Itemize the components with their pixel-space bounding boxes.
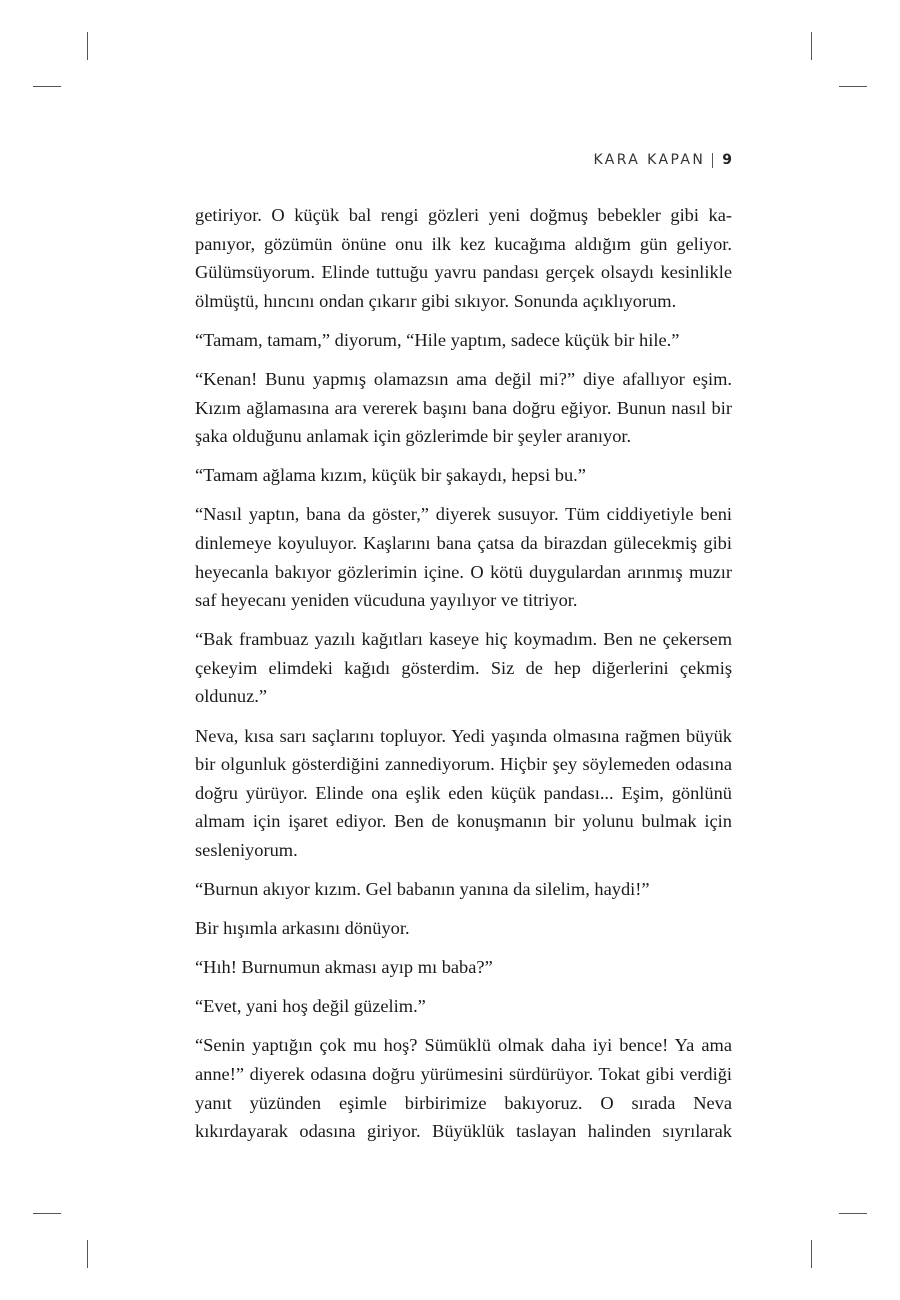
paragraph: “Burnun akıyor kızım. Gel babanın yanına da silelim, haydi!” (195, 878, 650, 899)
paragraph: Neva, kısa sarı saçlarını topluyor. Yedi yaşında olmasına rağmen büyük bir olgunluk gösterdiğini zannediyorum. Hiçbir şey söylemeden odasına doğru yürüyor. Elinde ona eşlik eden küçük pandası... Eşim, gönlünü almam için işaret ediyor. Ben de konuşmanın bir yolunu bulmak için sesleniyorum. (195, 725, 732, 860)
header-separator (712, 153, 713, 168)
crop-mark-bottom-right-vertical (811, 1240, 812, 1268)
paragraph: “Bak frambuaz yazılı kağıtları kaseye hiç koymadım. Ben ne çekersem çekeyim elimdeki kağıdı gösterdim. Siz de hep diğerlerini çekmiş oldunuz.” (195, 629, 732, 707)
page-number: 9 (722, 152, 732, 168)
paragraph: “Tamam ağlama kızım, küçük bir şakaydı, hepsi bu.” (195, 465, 586, 486)
page-body (195, 201, 732, 1146)
paragraph: “Senin yaptığın çok mu hoş? Sümüklü olmak daha iyi bence! Ya ama anne!” diyerek odasına doğru yürümesini sürdürüyor. Tokat gibi verdiği yanıt yüzünden eşimle birbirimize bakıyoruz. O sırada Neva kıkırdayarak odasına giriyor. Büyüklük taslayan halinden sıyrılarak (195, 1035, 732, 1142)
paragraph: Bir hışımla arkasını dönüyor. (195, 918, 410, 939)
book-title: KARA KAPAN (593, 152, 706, 168)
crop-mark-bottom-left-horizontal (33, 1213, 61, 1214)
paragraph: “Tamam, tamam,” diyorum, “Hile yaptım, sadece küçük bir hile.” (195, 329, 680, 350)
running-head (593, 152, 732, 168)
crop-mark-top-right-horizontal (839, 86, 867, 87)
paragraph: “Evet, yani hoş değil güzelim.” (195, 996, 426, 1017)
crop-mark-bottom-right-horizontal (839, 1213, 867, 1214)
paragraph: “Kenan! Bunu yapmış olamazsın ama değil mi?” diye afallıyor eşim. Kızım ağlamasına ara vererek başını bana doğru eğiyor. Bunun nasıl bir şaka olduğunu anlamak için gözlerimde bir şeyler aranıyor. (195, 368, 732, 447)
crop-mark-top-right-vertical (811, 32, 812, 60)
crop-mark-bottom-left-vertical (87, 1240, 88, 1268)
paragraph: getiriyor. O küçük bal rengi gözleri yeni doğmuş bebekler gibi kapanıyor, gözümün önüne onu ilk kez kucağıma aldığım gün geliyor. Gülümsüyorum. Elinde tuttuğu yavru pandası gerçek olsaydı kesinlikle ölmüştü, hıncını ondan çıkarır gibi sıkıyor. Sonunda açıklıyorum. (195, 205, 732, 311)
crop-mark-top-left-horizontal (33, 86, 61, 87)
crop-mark-top-left-vertical (87, 32, 88, 60)
paragraph: “Nasıl yaptın, bana da göster,” diyerek susuyor. Tüm ciddiyetiyle beni dinlemeye koyuluyor. Kaşlarını bana çatsa da birazdan gülecekmiş gibi heyecanla bakıyor gözlerimin içine. O kötü duygulardan arınmış muzır saf heyecanı yeniden vücuduna yayılıyor ve titriyor. (195, 504, 732, 611)
paragraph: “Hıh! Burnumun akması ayıp mı baba?” (195, 957, 493, 978)
